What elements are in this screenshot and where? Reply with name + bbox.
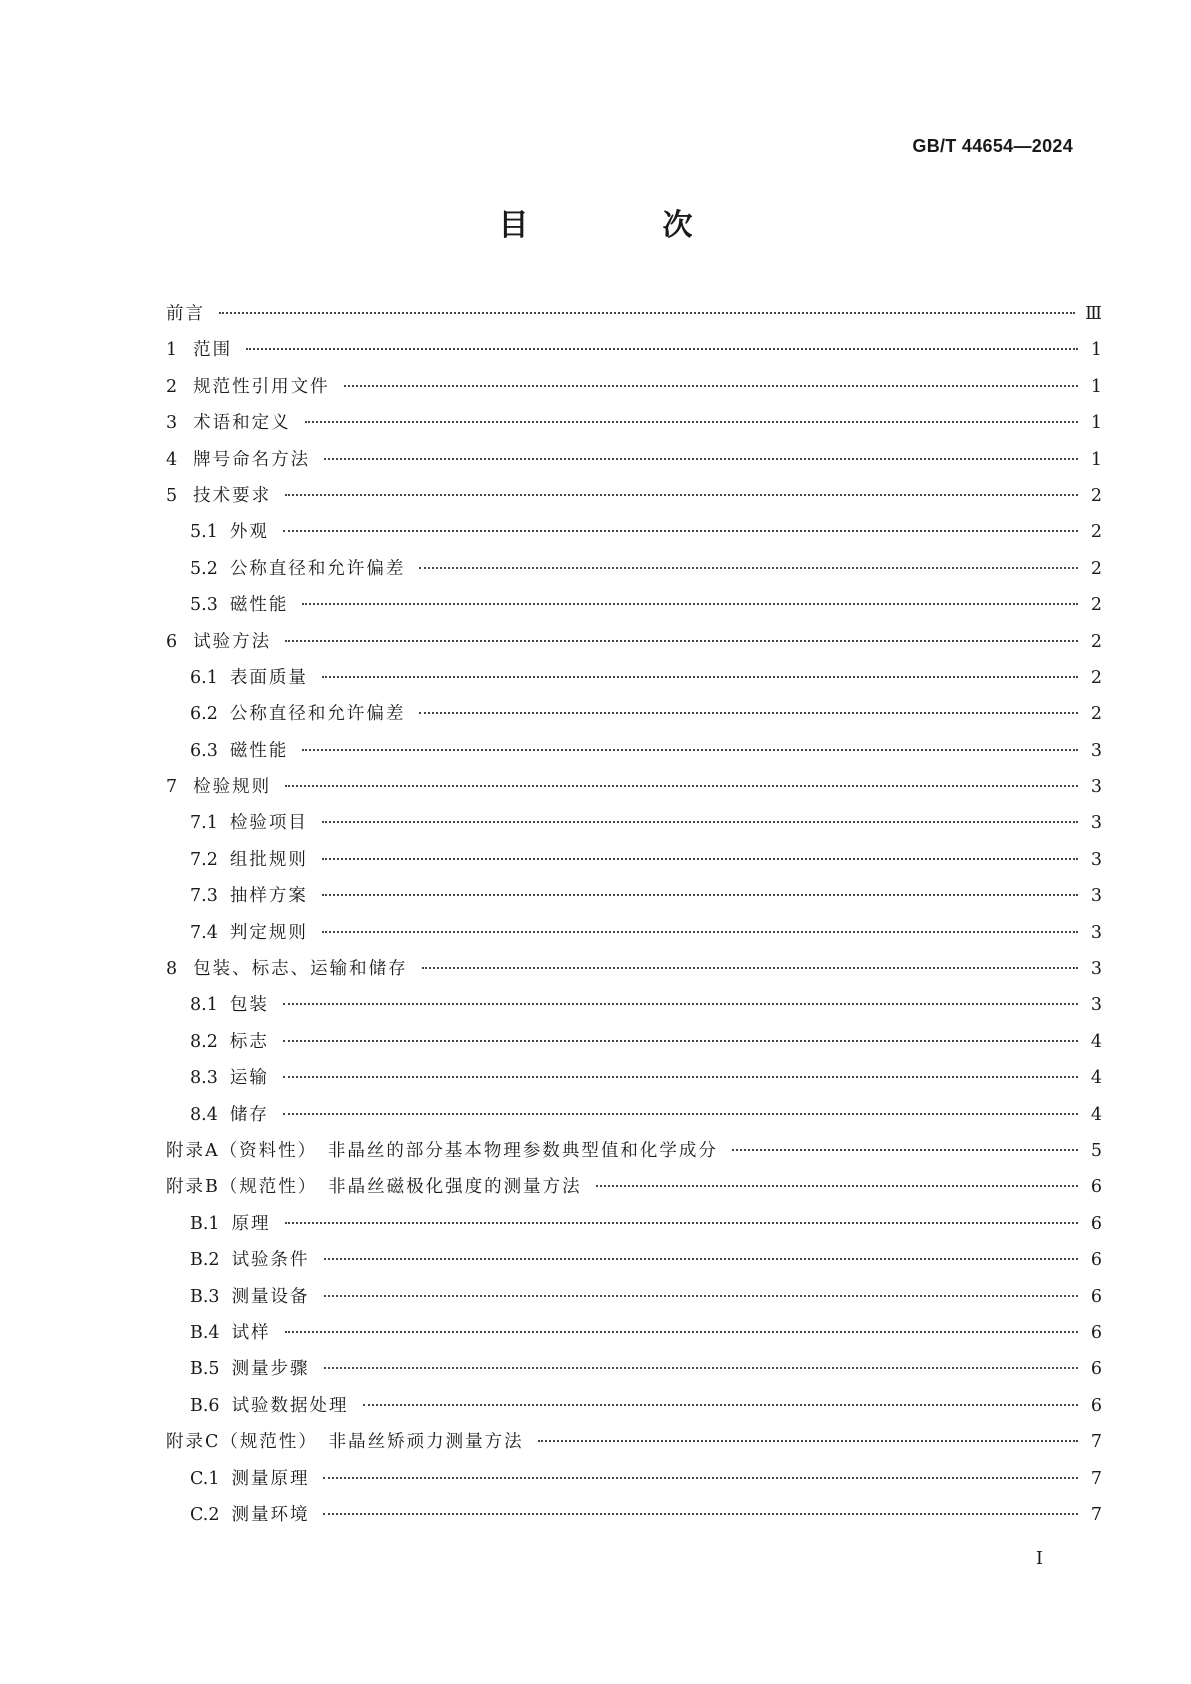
dot-leader bbox=[246, 348, 1078, 350]
toc-entry[interactable] bbox=[166, 919, 1102, 955]
toc-entry[interactable] bbox=[166, 336, 1102, 372]
toc-entry-page: 3 bbox=[1090, 886, 1102, 907]
toc-entry[interactable] bbox=[166, 1064, 1102, 1100]
toc-entry-page: 2 bbox=[1090, 667, 1102, 688]
toc-entry-label: 附录C（规范性） 非晶丝矫顽力测量方法 bbox=[166, 1432, 524, 1453]
toc-entry-number: 7.2 bbox=[190, 849, 218, 870]
toc-entry[interactable] bbox=[166, 1101, 1102, 1137]
dot-leader bbox=[322, 858, 1078, 860]
toc-entry[interactable] bbox=[166, 1210, 1102, 1246]
toc-entry-page: 6 bbox=[1090, 1322, 1102, 1343]
dot-leader bbox=[538, 1440, 1078, 1442]
table-of-contents bbox=[166, 300, 1102, 1537]
toc-entry-page: 6 bbox=[1090, 1250, 1102, 1271]
toc-entry-page: 4 bbox=[1090, 1031, 1102, 1052]
toc-entry-label: 前言 bbox=[166, 304, 205, 324]
toc-entry[interactable] bbox=[166, 773, 1102, 809]
toc-entry-number: 5.1 bbox=[190, 522, 218, 543]
dot-leader bbox=[422, 967, 1078, 969]
toc-entry[interactable] bbox=[166, 991, 1102, 1027]
toc-entry-page: 2 bbox=[1090, 558, 1102, 579]
toc-entry-page: 5 bbox=[1090, 1140, 1102, 1161]
toc-entry-label: 检验项目 bbox=[229, 813, 308, 834]
page-title: 目 次 bbox=[498, 208, 745, 243]
toc-entry-page: 1 bbox=[1090, 340, 1102, 361]
toc-entry-label: 磁性能 bbox=[229, 595, 289, 616]
toc-entry[interactable] bbox=[166, 1392, 1102, 1428]
toc-entry-page: 3 bbox=[1090, 922, 1102, 943]
toc-entry-page: 2 bbox=[1090, 704, 1102, 725]
dot-leader bbox=[324, 458, 1078, 460]
toc-entry-label: 表面质量 bbox=[229, 667, 308, 688]
toc-entry-number: 5 bbox=[166, 485, 178, 506]
toc-entry[interactable] bbox=[166, 555, 1102, 591]
dot-leader bbox=[283, 1076, 1078, 1078]
toc-entry-label: 标志 bbox=[229, 1031, 269, 1052]
toc-entry-number: 7.3 bbox=[190, 886, 218, 907]
toc-entry-label: 公称直径和允许偏差 bbox=[229, 558, 406, 579]
toc-entry[interactable] bbox=[166, 1173, 1102, 1209]
standard-code: GB/T 44654—2024 bbox=[912, 136, 1073, 156]
toc-entry-page: 2 bbox=[1090, 595, 1102, 616]
toc-entry[interactable] bbox=[166, 809, 1102, 845]
toc-entry-number: 8.2 bbox=[190, 1031, 218, 1052]
toc-entry-number: B.3 bbox=[190, 1286, 220, 1307]
dot-leader bbox=[324, 1367, 1078, 1369]
toc-entry-page: 1 bbox=[1090, 413, 1102, 434]
toc-entry[interactable] bbox=[166, 955, 1102, 991]
dot-leader bbox=[322, 821, 1078, 823]
dot-leader bbox=[419, 567, 1078, 569]
toc-entry-number: 8.4 bbox=[190, 1104, 218, 1125]
toc-entry-label: 判定规则 bbox=[229, 922, 308, 943]
toc-entry-number: 7 bbox=[166, 777, 178, 798]
toc-entry[interactable] bbox=[166, 628, 1102, 664]
toc-entry-label: 技术要求 bbox=[193, 485, 272, 506]
toc-entry-label: 测量原理 bbox=[231, 1468, 310, 1489]
toc-entry-number: 4 bbox=[166, 449, 178, 470]
toc-entry[interactable] bbox=[166, 482, 1102, 518]
toc-entry-number: 6.2 bbox=[190, 704, 218, 725]
toc-entry-number: 6.1 bbox=[190, 667, 218, 688]
toc-entry[interactable] bbox=[166, 1028, 1102, 1064]
toc-entry-label: 储存 bbox=[229, 1104, 269, 1125]
toc-entry-number: C.1 bbox=[190, 1468, 220, 1489]
toc-entry-label: 测量步骤 bbox=[231, 1359, 310, 1380]
toc-entry-number: 8 bbox=[166, 959, 178, 980]
toc-entry-number: 8.1 bbox=[190, 995, 218, 1016]
toc-entry[interactable] bbox=[166, 446, 1102, 482]
toc-entry[interactable] bbox=[166, 846, 1102, 882]
page-number: Ⅰ bbox=[1035, 1548, 1043, 1569]
dot-leader bbox=[324, 1258, 1078, 1260]
toc-entry-number: B.2 bbox=[190, 1250, 220, 1271]
toc-entry-page: 4 bbox=[1090, 1104, 1102, 1125]
dot-leader bbox=[323, 1513, 1078, 1515]
dot-leader bbox=[732, 1149, 1078, 1151]
toc-entry-page: 3 bbox=[1090, 813, 1102, 834]
toc-entry-number: B.1 bbox=[190, 1213, 220, 1234]
toc-entry-page: 7 bbox=[1090, 1504, 1102, 1525]
dot-leader bbox=[302, 603, 1078, 605]
toc-entry-label: 抽样方案 bbox=[229, 886, 308, 907]
dot-leader bbox=[596, 1185, 1078, 1187]
dot-leader bbox=[322, 894, 1078, 896]
toc-entry-label: 包装、标志、运输和储存 bbox=[193, 959, 408, 980]
dot-leader bbox=[283, 1040, 1078, 1042]
toc-entry-number: 7.1 bbox=[190, 813, 218, 834]
toc-entry-number: 1 bbox=[166, 340, 178, 361]
toc-entry-page: 7 bbox=[1090, 1468, 1102, 1489]
toc-entry-label: 组批规则 bbox=[229, 849, 308, 870]
toc-entry-page: 2 bbox=[1090, 522, 1102, 543]
toc-entry[interactable] bbox=[166, 1428, 1102, 1464]
toc-entry-label: 试验方法 bbox=[193, 631, 272, 652]
dot-leader bbox=[285, 640, 1078, 642]
dot-leader bbox=[285, 785, 1078, 787]
toc-entry-label: 磁性能 bbox=[229, 740, 289, 761]
toc-entry-number: 6 bbox=[166, 631, 178, 652]
toc-entry-label: 附录B（规范性） 非晶丝磁极化强度的测量方法 bbox=[166, 1177, 582, 1198]
toc-entry-label: 试验数据处理 bbox=[231, 1395, 349, 1416]
toc-entry-label: 检验规则 bbox=[193, 777, 272, 798]
toc-entry[interactable] bbox=[166, 882, 1102, 918]
toc-entry[interactable] bbox=[166, 1501, 1102, 1537]
dot-leader bbox=[219, 312, 1075, 314]
dot-leader bbox=[283, 1113, 1078, 1115]
toc-entry-number: 2 bbox=[166, 376, 178, 397]
dot-leader bbox=[285, 1222, 1078, 1224]
toc-entry[interactable] bbox=[166, 1465, 1102, 1501]
toc-entry-page: 6 bbox=[1090, 1359, 1102, 1380]
toc-entry-number: B.4 bbox=[190, 1322, 220, 1343]
toc-entry-page: 2 bbox=[1090, 631, 1102, 652]
toc-entry[interactable] bbox=[166, 1319, 1102, 1355]
toc-entry-page: 4 bbox=[1090, 1068, 1102, 1089]
toc-entry-page: 7 bbox=[1090, 1432, 1102, 1453]
toc-entry[interactable] bbox=[166, 409, 1102, 445]
toc-entry-number: 3 bbox=[166, 413, 178, 434]
toc-entry-page: 6 bbox=[1090, 1286, 1102, 1307]
toc-entry[interactable] bbox=[166, 664, 1102, 700]
dot-leader bbox=[283, 1003, 1078, 1005]
dot-leader bbox=[285, 1331, 1078, 1333]
toc-entry-label: 规范性引用文件 bbox=[193, 376, 330, 397]
toc-entry-page: 2 bbox=[1090, 485, 1102, 506]
dot-leader bbox=[285, 494, 1078, 496]
toc-entry-label: 试样 bbox=[231, 1322, 271, 1343]
toc-entry[interactable] bbox=[166, 1283, 1102, 1319]
dot-leader bbox=[419, 712, 1078, 714]
toc-entry-page: Ⅲ bbox=[1085, 304, 1102, 324]
toc-entry-label: 公称直径和允许偏差 bbox=[229, 704, 406, 725]
toc-entry-number: B.5 bbox=[190, 1359, 220, 1380]
toc-entry-page: 1 bbox=[1090, 449, 1102, 470]
toc-entry[interactable] bbox=[166, 518, 1102, 554]
toc-entry-label: 范围 bbox=[193, 340, 233, 361]
dot-leader bbox=[344, 385, 1078, 387]
dot-leader bbox=[322, 931, 1078, 933]
toc-entry[interactable] bbox=[166, 373, 1102, 409]
dot-leader bbox=[283, 530, 1078, 532]
dot-leader bbox=[322, 676, 1078, 678]
dot-leader bbox=[302, 749, 1078, 751]
toc-entry-label: 包装 bbox=[229, 995, 269, 1016]
dot-leader bbox=[305, 421, 1078, 423]
toc-entry[interactable] bbox=[166, 737, 1102, 773]
dot-leader bbox=[324, 1295, 1078, 1297]
toc-entry-label: 牌号命名方法 bbox=[193, 449, 311, 470]
toc-entry-number: 5.3 bbox=[190, 595, 218, 616]
toc-entry-number: B.6 bbox=[190, 1395, 220, 1416]
toc-entry-number: 6.3 bbox=[190, 740, 218, 761]
toc-entry-page: 3 bbox=[1090, 740, 1102, 761]
toc-entry-page: 6 bbox=[1090, 1177, 1102, 1198]
toc-entry-page: 6 bbox=[1090, 1213, 1102, 1234]
toc-entry-label: 测量环境 bbox=[231, 1504, 310, 1525]
toc-entry-label: 运输 bbox=[229, 1068, 269, 1089]
toc-entry-page: 1 bbox=[1090, 376, 1102, 397]
toc-entry-label: 附录A（资料性） 非晶丝的部分基本物理参数典型值和化学成分 bbox=[166, 1140, 718, 1161]
toc-entry-label: 原理 bbox=[231, 1213, 271, 1234]
toc-entry-page: 3 bbox=[1090, 995, 1102, 1016]
toc-entry-page: 3 bbox=[1090, 849, 1102, 870]
toc-entry[interactable] bbox=[166, 591, 1102, 627]
toc-entry-label: 测量设备 bbox=[231, 1286, 310, 1307]
toc-entry[interactable] bbox=[166, 300, 1102, 336]
toc-entry[interactable] bbox=[166, 1246, 1102, 1282]
toc-entry[interactable] bbox=[166, 1137, 1102, 1173]
toc-entry-page: 3 bbox=[1090, 959, 1102, 980]
toc-entry-label: 外观 bbox=[229, 522, 269, 543]
toc-entry-page: 6 bbox=[1090, 1395, 1102, 1416]
dot-leader bbox=[363, 1404, 1078, 1406]
toc-entry[interactable] bbox=[166, 1355, 1102, 1391]
toc-entry-number: 7.4 bbox=[190, 922, 218, 943]
toc-entry-page: 3 bbox=[1090, 777, 1102, 798]
toc-entry-label: 术语和定义 bbox=[193, 413, 291, 434]
toc-entry-number: 8.3 bbox=[190, 1068, 218, 1089]
toc-entry-number: 5.2 bbox=[190, 558, 218, 579]
toc-entry-number: C.2 bbox=[190, 1504, 220, 1525]
dot-leader bbox=[323, 1477, 1078, 1479]
toc-entry[interactable] bbox=[166, 700, 1102, 736]
toc-entry-label: 试验条件 bbox=[231, 1250, 310, 1271]
